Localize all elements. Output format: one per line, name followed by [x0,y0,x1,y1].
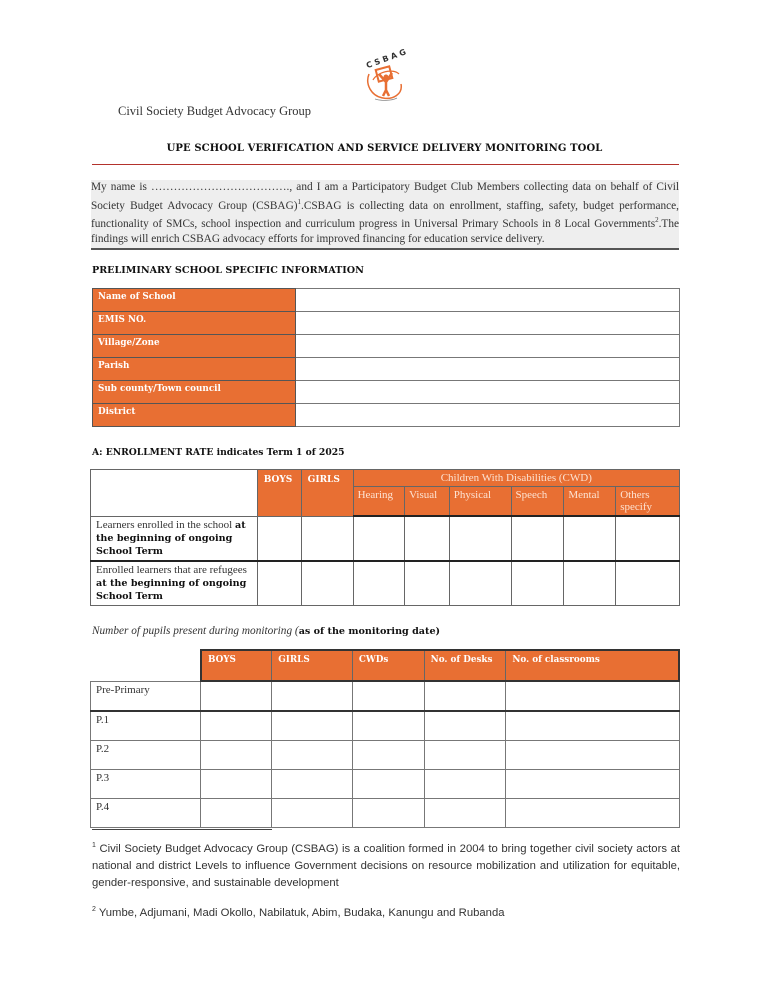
table-row [93,404,680,427]
col-speech: Speech [511,487,564,517]
row-label-p3: P.3 [91,769,201,798]
table-row [91,711,680,741]
p4-cwds-cell[interactable] [352,798,424,827]
pupils-present-table [90,649,680,828]
corner-cell [91,650,201,681]
p2-boys-cell[interactable] [201,740,272,769]
col-no-of-classrooms: No. of classrooms [506,650,679,681]
row-label-normal: Learners enrolled in the school [96,518,235,531]
parish-field[interactable] [296,358,680,381]
p1-boys-cell[interactable] [201,711,272,741]
footnote-text: Civil Society Budget Advocacy Group (CSBAG) is a coalition formed in 2004 to bring together civil society actors at national and district Levels to influence Government decisions on resource mobilization and utilization for equitable, gender-responsive, and sustainable development [92,842,680,889]
footnote-2 [92,901,680,922]
enrolled-speech-cell[interactable] [511,516,564,561]
csbag-logo-icon [357,44,413,104]
intro-text-1: My name is ………………………………., and I am a Participatory Budget Club Members collecting data on behalf of Civil Society Budget Advocacy Group (CSBAG) [91,181,679,212]
pupils-title-bold: as of the monitoring date) [298,626,441,637]
footnote-number: 2 [92,906,96,913]
enrolled-boys-cell[interactable] [257,516,301,561]
pre-primary-classrooms-cell[interactable] [506,681,679,711]
p1-desks-cell[interactable] [424,711,506,741]
sub-county-field[interactable] [296,381,680,404]
col-others-specify: Others specify [616,487,680,517]
p2-desks-cell[interactable] [424,740,506,769]
col-group-cwd: Children With Disabilities (CWD) [353,470,679,487]
col-cwds: CWDs [352,650,424,681]
table-row [93,358,680,381]
pre-primary-girls-cell[interactable] [272,681,353,711]
enrollment-table [90,469,680,606]
footnote-text: Yumbe, Adjumani, Madi Okollo, Nabilatuk, Abim, Budaka, Kanungu and Rubanda [95,906,505,919]
table-row [93,289,680,312]
p3-cwds-cell[interactable] [352,769,424,798]
header-row [91,650,680,681]
p2-classrooms-cell[interactable] [506,740,679,769]
refugee-boys-cell[interactable] [257,561,301,606]
p4-desks-cell[interactable] [424,798,506,827]
table-row [91,561,680,606]
enrolled-physical-cell[interactable] [449,516,511,561]
refugee-physical-cell[interactable] [449,561,511,606]
row-label-p4: P.4 [91,798,201,827]
intro-text-3: .The findings will enrich CSBAG advocacy efforts for improved financing for education service delivery. [91,218,679,245]
preliminary-info-table [92,288,680,427]
district-field[interactable] [296,404,680,427]
footnote-ref-2[interactable]: 2 [655,216,659,225]
table-row [91,516,680,561]
corner-cell [91,470,258,517]
name-of-school-field[interactable] [296,289,680,312]
footnote-divider [92,829,272,830]
enrolled-others-cell[interactable] [616,516,680,561]
refugee-hearing-cell[interactable] [353,561,405,606]
p1-classrooms-cell[interactable] [506,711,679,741]
p4-boys-cell[interactable] [201,798,272,827]
col-visual: Visual [405,487,450,517]
pupils-title-italic: Number of pupils present during monitoring ( [92,625,299,637]
table-row [93,381,680,404]
pre-primary-cwds-cell[interactable] [352,681,424,711]
village-zone-field[interactable] [296,335,680,358]
col-mental: Mental [564,487,616,517]
row-label-bold: at the beginning of ongoing School Term [96,519,246,557]
table-row [91,769,680,798]
pre-primary-desks-cell[interactable] [424,681,506,711]
pre-primary-boys-cell[interactable] [201,681,272,711]
p1-girls-cell[interactable] [272,711,353,741]
col-no-of-desks: No. of Desks [424,650,506,681]
field-label-parish: Parish [93,358,296,381]
p2-girls-cell[interactable] [272,740,353,769]
svg-text:C S B A G: C S B A G [365,47,408,71]
enrolled-girls-cell[interactable] [301,516,353,561]
row-label-normal: Enrolled learners that are refugees [96,563,247,576]
enrolled-mental-cell[interactable] [564,516,616,561]
p2-cwds-cell[interactable] [352,740,424,769]
row-label-refugees [91,561,258,606]
table-row [91,681,680,711]
field-label-sub-county: Sub county/Town council [93,381,296,404]
row-label-bold: at the beginning of ongoing School Term [96,577,247,602]
row-label-enrolled [91,516,258,561]
p3-boys-cell[interactable] [201,769,272,798]
enrollment-section-title: A: ENROLLMENT RATE indicates Term 1 of 2025 [92,447,345,458]
col-girls: GIRLS [301,470,353,517]
title-divider [92,164,679,165]
footnote-ref-1[interactable]: 1 [297,197,302,206]
pupils-present-title [92,625,440,637]
p3-classrooms-cell[interactable] [506,769,679,798]
field-label-emis-no: EMIS NO. [93,312,296,335]
refugee-others-cell[interactable] [616,561,680,606]
p3-girls-cell[interactable] [272,769,353,798]
refugee-speech-cell[interactable] [511,561,564,606]
organization-name: Civil Society Budget Advocacy Group [118,104,312,118]
enrolled-hearing-cell[interactable] [353,516,405,561]
intro-paragraph [91,180,679,250]
col-physical: Physical [449,487,511,517]
col-girls: GIRLS [272,650,353,681]
col-boys: BOYS [257,470,301,517]
table-row [91,740,680,769]
refugee-mental-cell[interactable] [564,561,616,606]
field-label-district: District [93,404,296,427]
footnote-1 [92,837,680,892]
header-row [91,470,680,487]
p4-girls-cell[interactable] [272,798,353,827]
row-label-pre-primary: Pre-Primary [91,681,201,711]
col-boys: BOYS [201,650,272,681]
document-title: UPE SCHOOL VERIFICATION AND SERVICE DELIVERY MONITORING TOOL [166,143,603,154]
p1-cwds-cell[interactable] [352,711,424,741]
field-label-village-zone: Village/Zone [93,335,296,358]
row-label-p2: P.2 [91,740,201,769]
enrolled-visual-cell[interactable] [405,516,450,561]
col-hearing: Hearing [353,487,405,517]
p4-classrooms-cell[interactable] [506,798,679,827]
refugee-girls-cell[interactable] [301,561,353,606]
footnote-number: 1 [92,842,96,849]
field-label-name-of-school: Name of School [93,289,296,312]
table-row [91,798,680,827]
row-label-p1: P.1 [91,711,201,741]
emis-no-field[interactable] [296,312,680,335]
preliminary-section-title: PRELIMINARY SCHOOL SPECIFIC INFORMATION [92,265,364,276]
p3-desks-cell[interactable] [424,769,506,798]
table-row [93,312,680,335]
refugee-visual-cell[interactable] [405,561,450,606]
table-row [93,335,680,358]
intro-text-2: .CSBAG is collecting data on enrollment, staffing, safety, budget performance, functionality of SMCs, school inspection and curriculum progress in Universal Primary Schools in 8 Local Governments [91,199,680,231]
